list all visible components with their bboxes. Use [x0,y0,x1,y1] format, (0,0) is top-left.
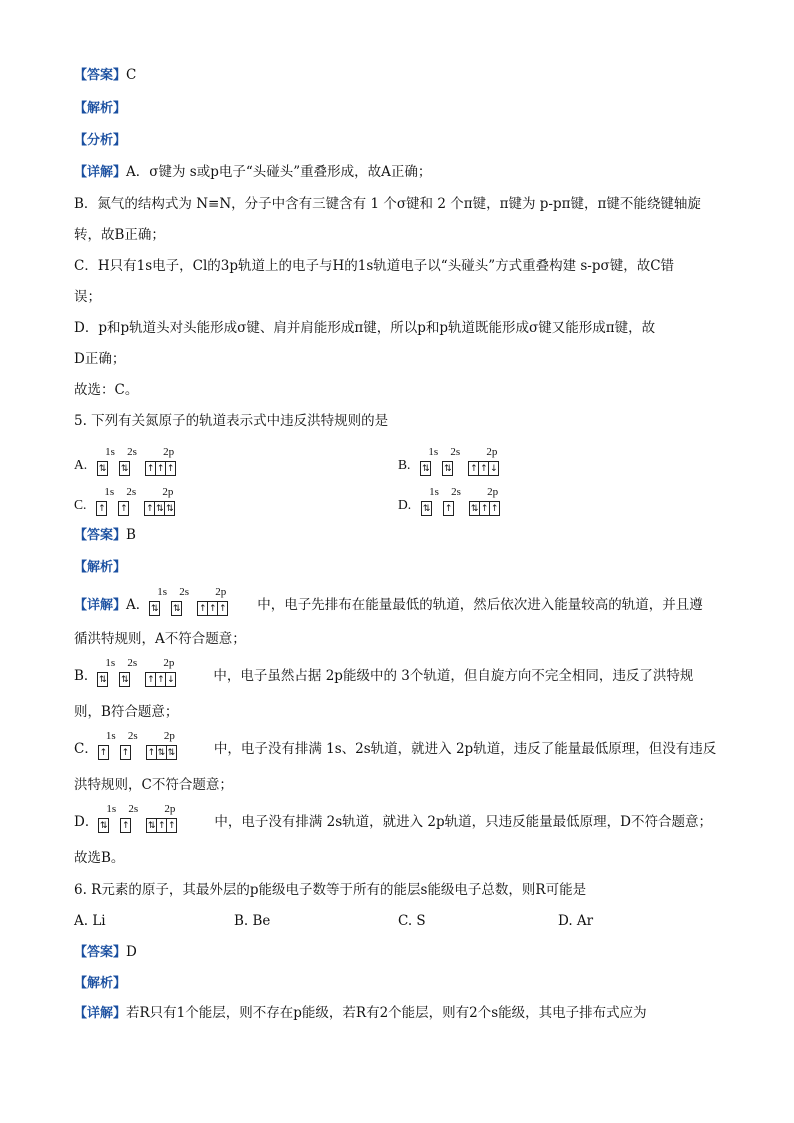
q5-option-a [74,445,205,475]
analysis-tag: 【解析】 [74,560,127,575]
orbital-2s-group [443,501,453,516]
orbital-box-1s: ⇅ [149,601,160,616]
orbital-box-2p-2: ↑ [155,672,166,687]
orbital-1s-group [421,501,431,516]
option-letter: D. [398,497,412,512]
analysis-tag: 【解析】 [74,101,127,116]
option-letter: C. [74,497,87,512]
orbital-box-2p-1: ↑ [145,672,156,687]
orbital-2s-group [442,461,452,476]
orbital-label-2s: 2s [127,445,137,458]
orbital-label-1s: 1s [105,656,116,669]
orbital-box-1s: ⇅ [97,672,108,687]
orbital-label-1s: 1s [105,445,115,458]
explain-c-diagram [98,729,214,759]
answer-tag: 【答案】 [74,68,127,83]
orbital-label-2s: 2s [127,656,138,669]
answer-tag: 【答案】 [74,528,127,543]
orbital-label-2p: 2p [486,445,498,458]
orbital-diagram [97,445,205,475]
orbital-box-2p-1: ↑ [197,601,208,616]
orbital-box-1s: ⇅ [421,501,432,516]
q6-detail-line [74,1004,647,1023]
orbital-box-2s: ⇅ [442,461,453,476]
q6-option-a: A. Li [74,913,106,929]
q4-detail-line-5: 误； [74,289,101,305]
q4-fenxi-line [74,131,126,150]
orbital-label-2p: 2p [163,656,175,669]
orbital-diagram [96,485,204,515]
orbital-label-2p: 2p [163,729,175,742]
q5-option-d [398,485,529,515]
answer-value: D [126,944,137,960]
orbital-label-1s: 1s [428,445,439,458]
q5-explain-d [74,802,712,832]
orbital-box-2p-2: ↑ [207,601,218,616]
q6-option-b: B. Be [234,913,271,929]
explain-d-prefix: D． [74,814,99,830]
orbital-2s-group [171,601,181,616]
orbital-box-2p-3: ↑ [166,818,177,833]
detail-tag: 【详解】 [74,598,127,613]
orbital-box-2p-2: ⇅ [154,501,165,516]
orbital-label-2p: 2p [215,585,227,598]
orbital-box-1s: ⇅ [97,461,108,476]
orbital-diagram [420,445,528,475]
orbital-2s-group [120,745,130,760]
answer-value: B [126,527,136,543]
orbital-label-1s: 1s [429,485,439,498]
orbital-label-2s: 2s [451,485,461,498]
orbital-box-1s: ↑ [98,745,109,760]
orbital-2p-group [145,461,175,476]
q4-detail-line-7: D正确； [74,351,126,367]
orbital-2p-group [144,501,174,516]
q5-option-b [398,445,528,475]
orbital-box-2p-1: ⇅ [469,501,480,516]
orbital-2s-group [119,461,129,476]
orbital-box-2p-2: ↑ [478,461,489,476]
orbital-box-2s: ⇅ [119,461,130,476]
orbital-2p-group [469,501,499,516]
detail-tag: 【详解】 [74,1006,127,1021]
orbital-box-2p-2: ↑ [155,461,166,476]
explain-c-text: 中，电子没有排满 1s、2s轨道，就进入 2p轨道，违反了能量最低原理，但没有违反 [213,741,717,757]
q4-detail-line-4: C．H只有1s电子，Cl的3p轨道上的电子与H的1s轨道电子以“头碰头”方式重叠构建 s-pσ键，故C错 [74,258,675,274]
orbital-box-2s: ⇅ [119,672,130,687]
orbital-1s-group [98,745,108,760]
orbital-box-2p-1: ↑ [146,745,157,760]
orbital-label-1s: 1s [104,485,115,498]
orbital-box-2p-3: ↑ [165,461,176,476]
detail-text: A．σ键为 s或p电子“头碰头”重叠形成，故A正确； [126,164,432,180]
q5-explain-b-cont: 则，B符合题意； [74,704,179,720]
orbital-box-2p-3: ⇅ [166,745,177,760]
q5-analysis-line [74,558,126,577]
q5-stem: 5. 下列有关氮原子的轨道表示式中违反洪特规则的是 [74,413,389,429]
q5-explain-b [74,656,694,686]
q6-analysis-line [74,974,126,993]
orbital-label-2s: 2s [450,445,461,458]
orbital-label-2p: 2p [164,802,176,815]
orbital-2s-group [120,818,130,833]
orbital-2p-group [146,745,176,760]
q5-answer-line [74,526,136,545]
q6-stem: 6. R元素的原子，其最外层的p能级电子数等于所有的能层s能级电子总数，则R可能是 [74,882,587,898]
orbital-1s-group [97,672,107,687]
explain-c-prefix: C． [74,741,98,757]
explain-b-prefix: B． [74,668,98,684]
orbital-box-2p-2: ↑ [479,501,490,516]
orbital-2p-group [146,818,176,833]
answer-tag: 【答案】 [74,945,127,960]
orbital-box-2s: ↑ [118,501,129,516]
orbital-box-2s: ↑ [120,745,131,760]
q4-conclusion: 故选：C。 [74,382,139,398]
orbital-box-2p-3: ↓ [165,672,176,687]
orbital-label-2s: 2s [179,585,190,598]
orbital-box-1s: ↑ [96,501,107,516]
q5-explain-c [74,729,717,759]
explain-d-text: 中，电子没有排满 2s轨道，就进入 2p轨道，只违反能量最低原理，D不符合题意； [214,814,712,830]
orbital-box-2s: ↑ [443,501,454,516]
orbital-box-1s: ⇅ [420,461,431,476]
orbital-box-2p-3: ⇅ [164,501,175,516]
orbital-box-2s: ⇅ [171,601,182,616]
explain-a-text: 中，电子先排布在能量最低的轨道，然后依次进入能量较高的轨道，并且遵 [257,597,703,613]
orbital-box-2p-2: ⇅ [156,745,167,760]
orbital-box-2p-1: ↑ [468,461,479,476]
orbital-label-1s: 1s [105,729,116,742]
q6-option-d: D. Ar [558,913,594,929]
option-letter: A. [74,457,88,472]
orbital-diagram [421,485,529,515]
q4-detail-line-1 [74,163,431,182]
orbital-label-2p: 2p [162,485,174,498]
orbital-1s-group [98,818,108,833]
explain-d-diagram [98,802,214,832]
q4-analysis-line [74,99,126,118]
answer-value: C [126,67,137,83]
explain-b-text: 中，电子虽然占据 2p能级中的 3个轨道，但自旋方向不完全相同，违反了洪特规 [213,668,694,684]
orbital-2s-group [119,672,129,687]
orbital-box-2p-3: ↓ [488,461,499,476]
orbital-box-2p-3: ↑ [217,601,228,616]
q5-conclusion: 故选B。 [74,850,125,866]
orbital-box-2s: ↑ [120,818,131,833]
q5-explain-c-cont: 洪特规则，C不符合题意； [74,777,233,793]
explain-a-diagram [149,585,257,615]
orbital-2s-group [118,501,128,516]
orbital-label-1s: 1s [106,802,117,815]
q5-explain-a [74,585,703,615]
analysis-tag: 【解析】 [74,976,127,991]
orbital-label-2s: 2s [128,802,139,815]
q4-answer-line [74,66,136,85]
orbital-1s-group [420,461,430,476]
q6-option-c: C. S [398,913,426,929]
explain-a-prefix: A． [126,597,150,613]
orbital-box-2p-1: ↑ [145,461,156,476]
orbital-box-2p-3: ↑ [489,501,500,516]
q4-detail-line-3: 转，故B正确； [74,227,165,243]
q5-explain-a-cont: 循洪特规则，A不符合题意； [74,631,246,647]
orbital-1s-group [97,461,107,476]
orbital-label-2p: 2p [487,485,499,498]
orbital-box-1s: ⇅ [98,818,109,833]
explain-b-diagram [97,656,213,686]
orbital-label-2p: 2p [163,445,175,458]
detail-text: 若R只有1个能层，则不存在p能级，若R有2个能层，则有2个s能级，其电子排布式应为 [126,1005,647,1021]
orbital-box-2p-1: ⇅ [146,818,157,833]
orbital-label-1s: 1s [157,585,168,598]
orbital-2p-group [468,461,498,476]
orbital-box-2p-1: ↑ [144,501,155,516]
q5-option-c [74,485,204,515]
orbital-1s-group [149,601,159,616]
orbital-2p-group [145,672,175,687]
q4-detail-line-6: D．p和p轨道头对头能形成σ键、肩并肩能形成π键，所以p和p轨道既能形成σ键又能形成π键，故 [74,320,656,336]
orbital-2p-group [197,601,227,616]
q6-answer-line [74,943,137,962]
q4-detail-line-2: B．氮气的结构式为 N≡N，分子中含有三键含有 1 个σ键和 2 个π键，π键为 p-pπ键，π键不能绕键轴旋 [74,196,701,212]
fenxi-tag: 【分析】 [74,133,127,148]
orbital-1s-group [96,501,106,516]
option-letter: B. [398,457,411,472]
detail-tag: 【详解】 [74,165,127,180]
orbital-label-2s: 2s [127,729,138,742]
orbital-label-2s: 2s [126,485,137,498]
orbital-box-2p-2: ↑ [156,818,167,833]
